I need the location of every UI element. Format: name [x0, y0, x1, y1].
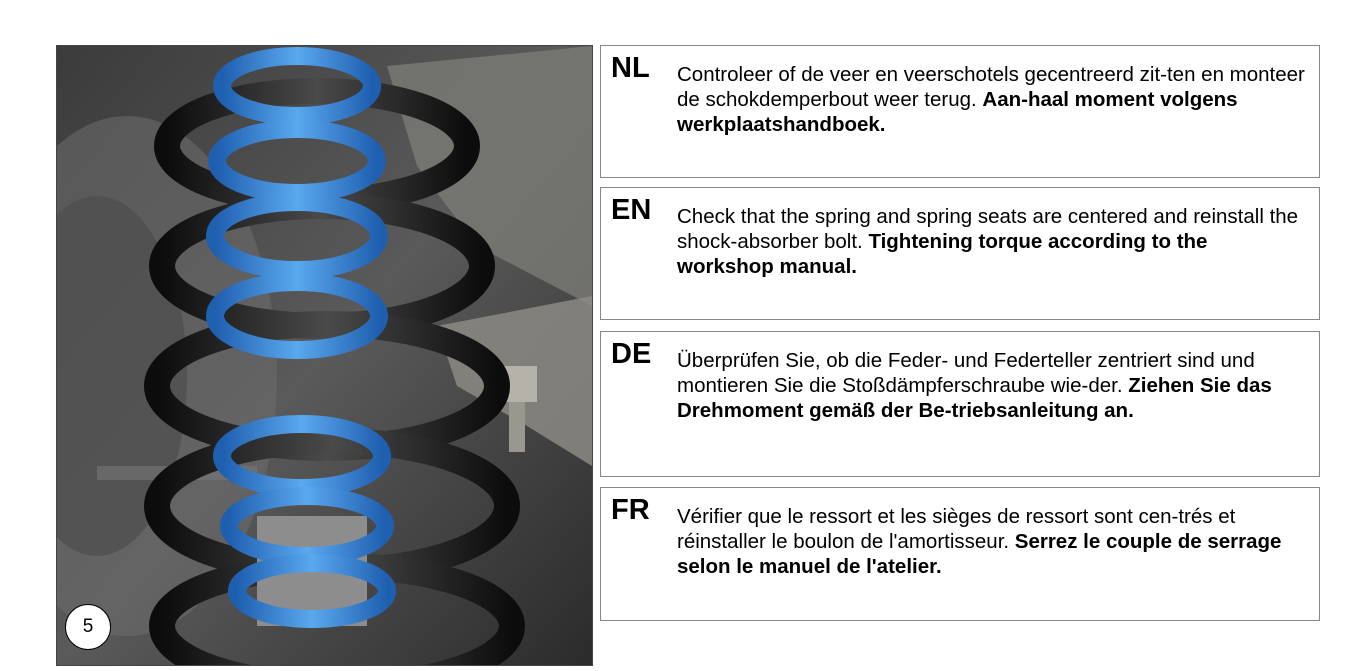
instruction-text	[677, 348, 1309, 423]
instruction-normal-text: Vérifier que le ressort et les sièges de ressort sont cen-trés et réinstaller le boulon de l'amortisseur.	[677, 505, 1236, 553]
instruction-normal-text: Überprüfen Sie, ob die Feder- und Federteller zentriert sind und montieren Sie die Stoßdämpferschraube wie-der.	[677, 349, 1255, 397]
instruction-block-de	[600, 331, 1320, 477]
instruction-text	[677, 204, 1309, 279]
instruction-block-nl	[600, 45, 1320, 178]
instruction-bold-text: Serrez le couple de serrage selon le manuel de l'atelier.	[677, 530, 1282, 578]
instruction-text	[677, 62, 1309, 137]
language-code: DE	[611, 338, 652, 370]
spring-installation-photo	[56, 45, 593, 666]
instruction-text	[677, 504, 1309, 579]
instruction-block-fr	[600, 487, 1320, 621]
instruction-bold-text: Ziehen Sie das Drehmoment gemäß der Be-triebsanleitung an.	[677, 374, 1272, 422]
language-code: NL	[611, 52, 650, 84]
instruction-bold-text: Aan-haal moment volgens werkplaatshandboek.	[677, 88, 1238, 136]
instruction-block-en	[600, 187, 1320, 320]
language-code: FR	[611, 494, 650, 526]
instruction-normal-text: Controleer of de veer en veerschotels gecentreerd zit-ten en monteer de schokdemperbout weer terug.	[677, 63, 1305, 111]
spring-photo-illustration	[57, 46, 592, 665]
instruction-bold-text: Tightening torque according to the workshop manual.	[677, 230, 1208, 278]
step-number-badge	[65, 604, 111, 650]
instruction-normal-text: Check that the spring and spring seats are centered and reinstall the shock-absorber bolt.	[677, 205, 1299, 253]
language-code: EN	[611, 194, 652, 226]
step-number: 5	[82, 616, 94, 637]
